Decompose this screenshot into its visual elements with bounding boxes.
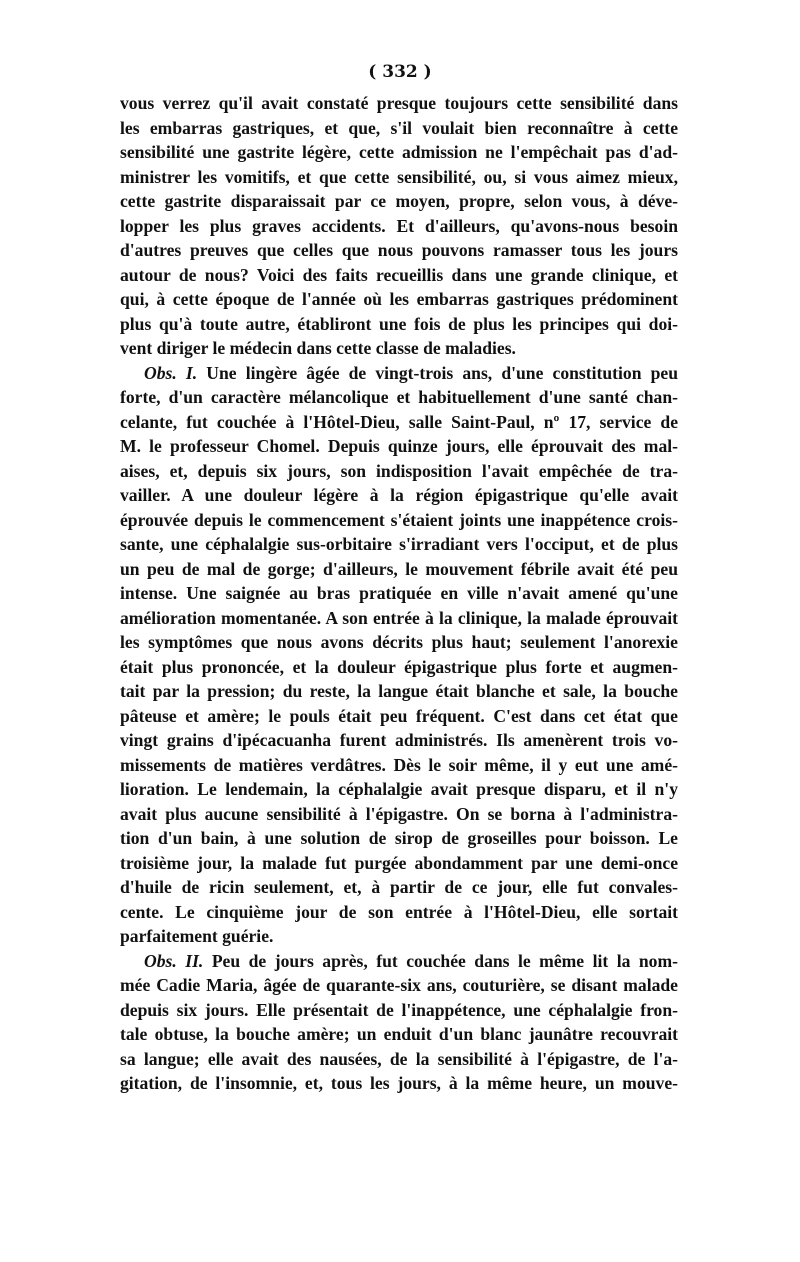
text-line (120, 238, 678, 263)
text-line (120, 924, 678, 949)
text-line (120, 753, 678, 778)
text-line (120, 630, 678, 655)
line-text: avait plus aucune sensibilité à l'épigastre. On se borna à l'administra- (120, 803, 678, 824)
observation-heading-line (120, 949, 678, 974)
line-text: mée Cadie Maria, âgée de quarante-six ans, couturière, se disant malade (120, 975, 678, 995)
text-line (120, 312, 678, 337)
line-text: d'huile de ricin seulement, et, à partir de ce jour, elle fut convales- (120, 877, 678, 897)
text-line (120, 459, 678, 484)
line-text: missements de matières verdâtres. Dès le soir même, il y eut une amé- (120, 754, 678, 775)
line-text: autour de nous? Voici des faits recueillis dans une grande clinique, et (120, 264, 678, 285)
text-line (120, 410, 678, 435)
line-text: depuis six jours. Elle présentait de l'inappétence, une céphalalgie fron- (120, 999, 678, 1020)
line-text: sante, une céphalalgie sus-orbitaire s'irradiant vers l'occiput, et de plus (120, 534, 678, 554)
text-line (120, 91, 678, 116)
line-text: gitation, de l'insomnie, et, tous les jours, à la même heure, un mouve- (120, 1073, 678, 1093)
text-line (120, 508, 678, 533)
line-text: cente. Le cinquième jour de son entrée à l'Hôtel-Dieu, elle sortait (120, 901, 678, 922)
line-text: les symptômes que nous avons décrits plus haut; seulement l'anorexie (120, 632, 678, 652)
line-text: amélioration momentanée. A son entrée à la clinique, la malade éprouvait (120, 607, 678, 628)
text-line (120, 900, 678, 925)
line-text: éprouvée depuis le commencement s'étaient joints une inappétence crois- (120, 509, 678, 530)
observation-label: Obs. II. (144, 950, 204, 971)
text-line (120, 998, 678, 1023)
text-line (120, 434, 678, 459)
line-text: parfaitement guérie. (120, 926, 274, 946)
text-line (120, 336, 678, 361)
text-line (120, 385, 678, 410)
line-text: aises, et, depuis six jours, son indisposition l'avait empêchée de tra- (120, 460, 678, 481)
line-text: d'autres preuves que celles que nous pouvons ramasser tous les jours (120, 240, 678, 260)
text-line (120, 483, 678, 508)
line-text: intense. Une saignée au bras pratiquée en ville n'avait amené qu'une (120, 583, 678, 603)
text-line (120, 826, 678, 851)
line-text: vent diriger le médecin dans cette classe de maladies. (120, 338, 516, 358)
line-text: Peu de jours après, fut couchée dans le même lit la nom- (203, 950, 678, 971)
line-text: Une lingère âgée de vingt-trois ans, d'une constitution peu (197, 362, 678, 383)
text-line (120, 655, 678, 680)
text-line (120, 606, 678, 631)
text-line (120, 581, 678, 606)
line-text: tion d'un bain, à une solution de sirop de groseilles pour boisson. Le (120, 828, 678, 848)
text-line (120, 802, 678, 827)
text-line (120, 679, 678, 704)
text-line (120, 557, 678, 582)
line-text: était plus prononcée, et la douleur épigastrique plus forte et augmen- (120, 656, 678, 677)
text-line (120, 165, 678, 190)
line-text: sa langue; elle avait des nausées, de la sensibilité à l'épigastre, de l'a- (120, 1048, 678, 1069)
body-text (120, 91, 678, 1096)
line-text: tait par la pression; du reste, la langue était blanche et sale, la bouche (120, 681, 678, 701)
line-text: M. le professeur Chomel. Depuis quinze jours, elle éprouvait des mal- (120, 436, 678, 456)
line-text: troisième jour, la malade fut purgée abondamment par une demi-once (120, 852, 678, 873)
line-text: celante, fut couchée à l'Hôtel-Dieu, salle Saint-Paul, nº 17, service de (120, 411, 678, 432)
text-line (120, 851, 678, 876)
line-text: forte, d'un caractère mélancolique et habituellement d'une santé chan- (120, 387, 678, 407)
text-line (120, 777, 678, 802)
page-number: ( 332 ) (368, 62, 432, 82)
text-line (120, 1047, 678, 1072)
line-text: sensibilité une gastrite légère, cette admission ne l'empêchait pas d'ad- (120, 142, 678, 162)
observation-heading-line (120, 361, 678, 386)
text-line (120, 728, 678, 753)
line-text: tale obtuse, la bouche amère; un enduit d'un blanc jaunâtre recouvrait (120, 1024, 678, 1044)
line-text: lioration. Le lendemain, la céphalalgie avait presque disparu, et il n'y (120, 779, 678, 799)
line-text: cette gastrite disparaissait par ce moyen, propre, selon vous, à déve- (120, 191, 678, 211)
line-text: vous verrez qu'il avait constaté presque toujours cette sensibilité dans (120, 93, 678, 113)
line-text: ministrer les vomitifs, et que cette sensibilité, ou, si vous aimez mieux, (120, 166, 678, 187)
text-line (120, 140, 678, 165)
line-text: lopper les plus graves accidents. Et d'ailleurs, qu'avons-nous besoin (120, 215, 678, 236)
text-line (120, 287, 678, 312)
line-text: vailler. A une douleur légère à la région épigastrique qu'elle avait (120, 485, 678, 505)
line-text: qui, à cette époque de l'année où les embarras gastriques prédominent (120, 289, 678, 309)
text-line (120, 704, 678, 729)
line-text: vingt grains d'ipécacuanha furent administrés. Ils amenèrent trois vo- (120, 730, 678, 750)
text-line (120, 1071, 678, 1096)
text-line (120, 532, 678, 557)
text-line (120, 214, 678, 239)
observation-label: Obs. I. (144, 362, 198, 383)
text-line (120, 973, 678, 998)
text-line (120, 875, 678, 900)
text-line (120, 263, 678, 288)
line-text: pâteuse et amère; le pouls était peu fréquent. C'est dans cet état que (120, 705, 678, 726)
text-line (120, 116, 678, 141)
line-text: un peu de mal de gorge; d'ailleurs, le mouvement fébrile avait été peu (120, 558, 678, 579)
line-text: les embarras gastriques, et que, s'il voulait bien reconnaître à cette (120, 117, 678, 138)
text-line (120, 1022, 678, 1047)
line-text: plus qu'à toute autre, établiront une fois de plus les principes qui doi- (120, 313, 678, 334)
text-line (120, 189, 678, 214)
